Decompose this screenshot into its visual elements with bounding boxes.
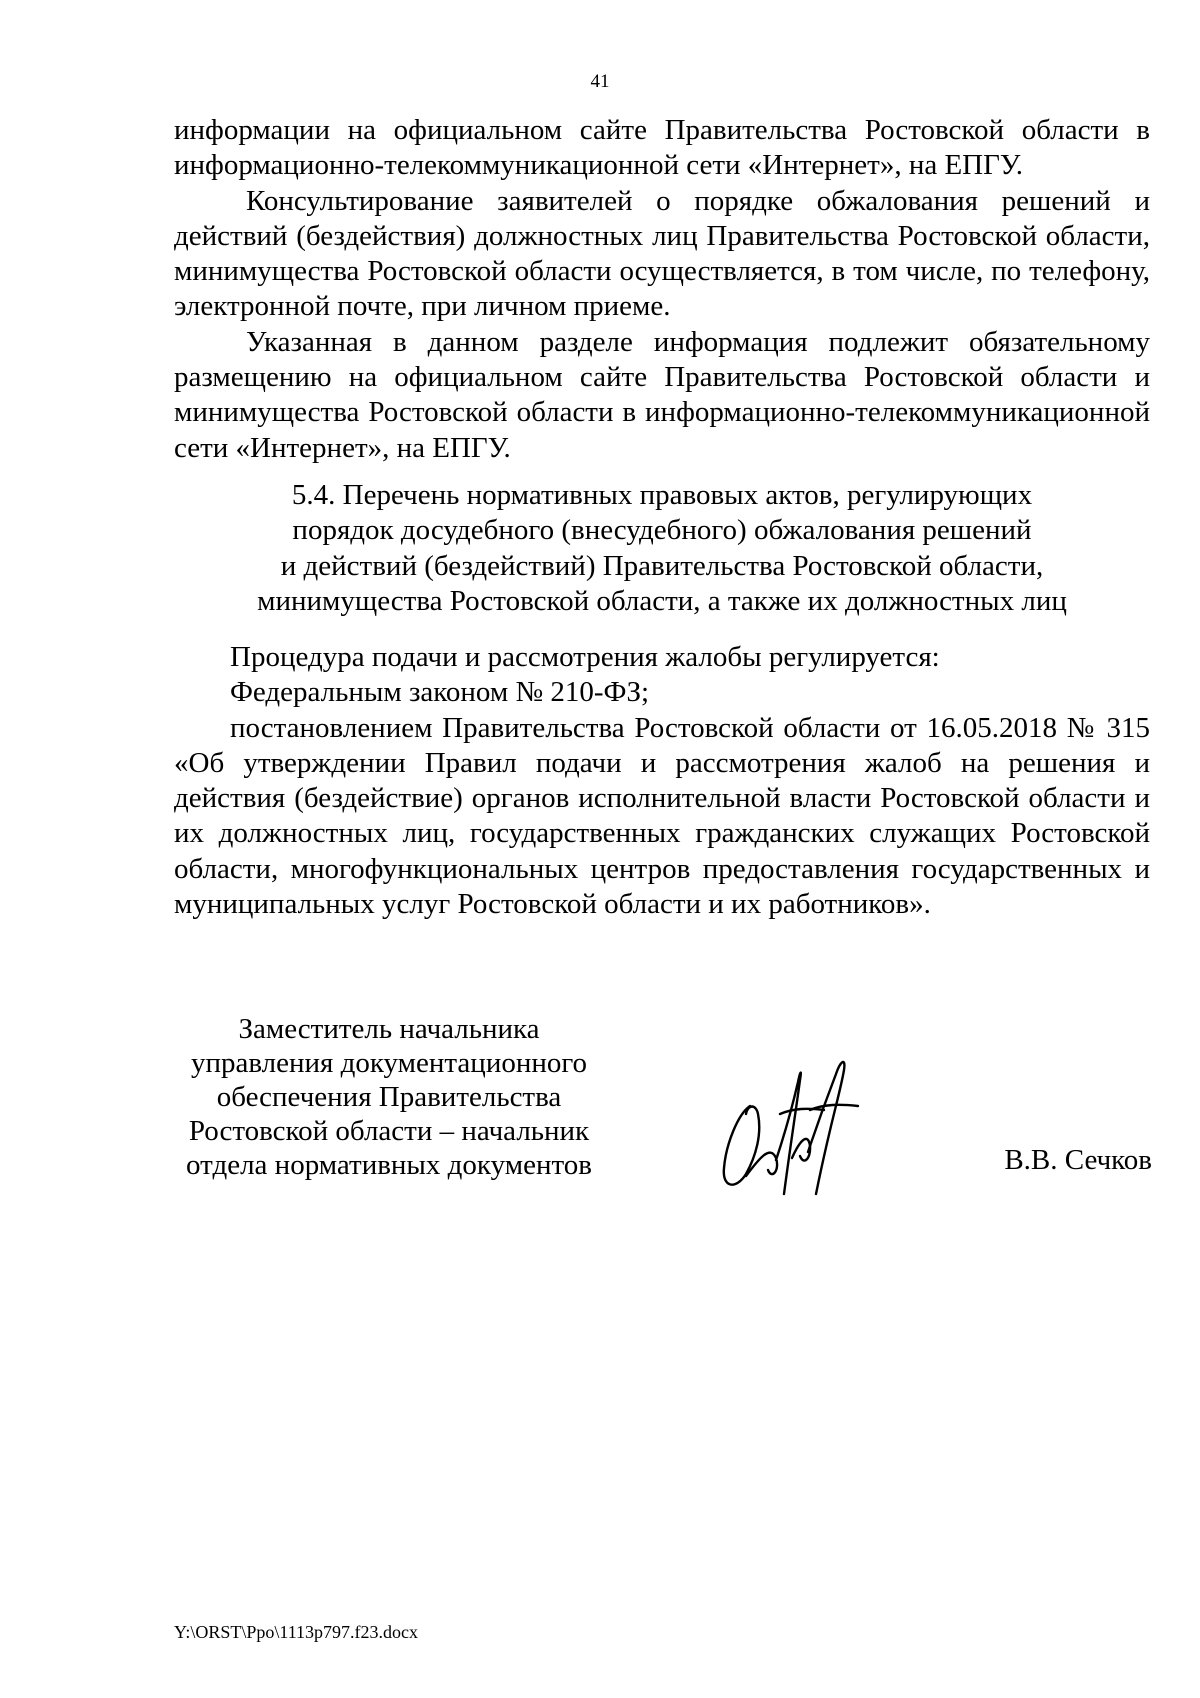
paragraph-info-continuation: информации на официальном сайте Правительства Ростовской области в информационно-телекоммуникационной сети «Интернет», на ЕПГУ.: [174, 114, 1150, 182]
signer-title-line: отдела нормативных документов: [186, 1149, 592, 1181]
signer-title-line: обеспечения Правительства: [216, 1081, 562, 1113]
section-heading: [174, 478, 1150, 619]
paragraph-procedure-intro: Процедура подачи и рассмотрения жалобы регулируется:: [230, 641, 940, 673]
procedure-text: [174, 640, 1150, 922]
paragraph-publication: Указанная в данном разделе информация подлежит обязательному размещению на официальном сайте Правительства Ростовской области и минимущества Ростовской области в информационно-телекоммуникационной сети «Интернет», на ЕПГУ.: [174, 325, 1150, 464]
signer-title-line: Ростовской области – начальник: [188, 1115, 590, 1147]
page-number: 41: [590, 71, 610, 92]
signer-title: [174, 1012, 604, 1182]
paragraph-federal-law: Федеральным законом № 210-ФЗ;: [230, 676, 650, 709]
section-heading-line: минимущества Ростовской области, а также их должностных лиц: [257, 584, 1067, 617]
body-text: [174, 113, 1150, 466]
section-heading-line: и действий (бездействий) Правительства Ростовской области,: [280, 549, 1044, 582]
signer-name: В.В. Сечков: [1004, 1144, 1152, 1176]
paragraph-consultation: Консультирование заявителей о порядке обжалования решений и действий (бездействия) должностных лиц Правительства Ростовской области, минимущества Ростовской области осуществляется, в том числе, по телефону, электронной почте, при личном приеме.: [174, 184, 1150, 323]
signer-title-line: Заместитель начальника: [238, 1013, 540, 1045]
handwritten-signature: [712, 1048, 868, 1198]
file-path: Y:\ORST\Ppo\1113p797.f23.docx: [174, 1622, 419, 1642]
section-heading-line: порядок досудебного (внесудебного) обжалования решений: [292, 514, 1032, 547]
section-heading-line: 5.4. Перечень нормативных правовых актов, регулирующих: [291, 479, 1033, 511]
paragraph-resolution: постановлением Правительства Ростовской области от 16.05.2018 № 315 «Об утверждении Правил подачи и рассмотрения жалоб на решения и действия (бездействие) органов исполнительной власти Ростовской области и их должностных лиц, государственных гражданских служащих Ростовской области, многофункциональных центров предоставления государственных и муниципальных услуг Ростовской области и их работников».: [174, 711, 1150, 921]
signer-title-line: управления документационного: [190, 1047, 588, 1079]
